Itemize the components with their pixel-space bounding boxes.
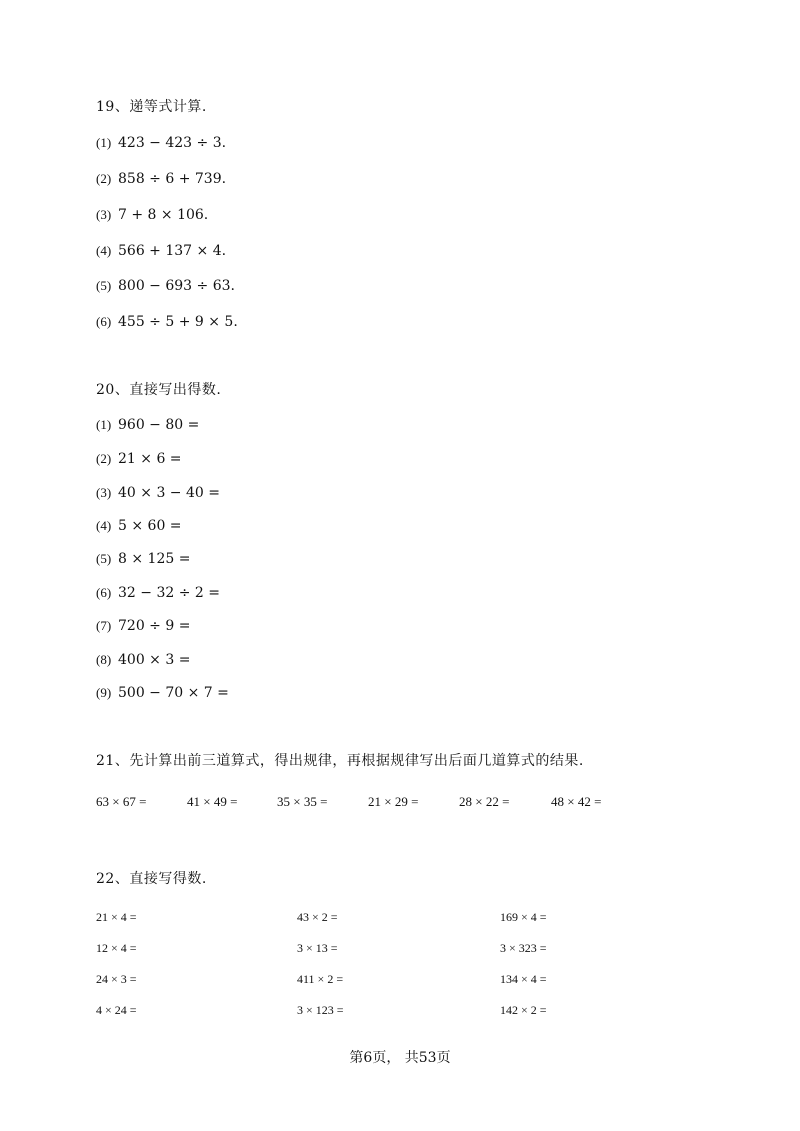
q20-title: 20、直接写出得数. — [96, 382, 222, 398]
item-number: (3) — [96, 207, 112, 222]
q19-item-3 — [96, 206, 208, 224]
item-number: (6) — [96, 585, 112, 600]
expression: 566 + 137 × 4. — [118, 243, 227, 259]
q21-title: 21、先计算出前三道算式，得出规律，再根据规律写出后面几道算式的结果. — [96, 753, 584, 769]
expression: 21 × 6 = — [118, 451, 182, 467]
expression: 423 − 423 ÷ 3. — [118, 135, 227, 151]
q20-item-8 — [96, 651, 190, 669]
q20-item-5 — [96, 550, 190, 568]
expression: 32 − 32 ÷ 2 = — [118, 585, 220, 601]
q22-col3-item-1: 169 × 4 = — [500, 910, 547, 924]
q22-col1-item-1: 21 × 4 = — [96, 910, 137, 924]
q21-eq-2: 41 × 49 = — [187, 794, 238, 809]
q21-eq-5: 28 × 22 = — [459, 794, 510, 809]
q21-eq-4: 21 × 29 = — [368, 794, 419, 809]
item-number: (2) — [96, 171, 112, 186]
item-number: (9) — [96, 685, 112, 700]
q22-col2-item-3: 411 × 2 = — [297, 972, 344, 986]
q21-eq-1: 63 × 67 = — [96, 794, 147, 809]
q22-col1-item-2: 12 × 4 = — [96, 941, 137, 955]
q19-item-5 — [96, 277, 235, 295]
q20-item-4 — [96, 517, 182, 535]
q20-item-9 — [96, 684, 229, 702]
expression: 40 × 3 − 40 = — [118, 485, 220, 501]
q20-item-3 — [96, 484, 220, 502]
q20-item-6 — [96, 584, 220, 602]
q22-col2-item-2: 3 × 13 = — [297, 941, 338, 955]
expression: 500 − 70 × 7 = — [118, 685, 229, 701]
q21-eq-6: 48 × 42 = — [551, 794, 602, 809]
expression: 455 ÷ 5 + 9 × 5. — [118, 314, 238, 330]
expression: 8 × 125 = — [118, 551, 191, 567]
expression: 858 ÷ 6 + 739. — [118, 171, 227, 187]
expression: 960 − 80 = — [118, 417, 200, 433]
page-footer: 第6页， 共53页 — [349, 1050, 451, 1066]
expression: 5 × 60 = — [118, 518, 182, 534]
q19-item-2 — [96, 170, 226, 188]
q20-item-7 — [96, 617, 190, 635]
q22-col3-item-4: 142 × 2 = — [500, 1003, 547, 1017]
item-number: (4) — [96, 518, 112, 533]
expression: 400 × 3 = — [118, 652, 191, 668]
q21-equations — [96, 794, 716, 812]
item-number: (7) — [96, 618, 112, 633]
q22-col3-item-2: 3 × 323 = — [500, 941, 547, 955]
q22-col2-item-1: 43 × 2 = — [297, 910, 338, 924]
item-number: (3) — [96, 485, 112, 500]
item-number: (1) — [96, 135, 112, 150]
item-number: (8) — [96, 652, 112, 667]
q22-col1-item-4: 4 × 24 = — [96, 1003, 137, 1017]
q22-col1-item-3: 24 × 3 = — [96, 972, 137, 986]
item-number: (1) — [96, 417, 112, 432]
q19-item-4 — [96, 242, 226, 260]
expression: 7 + 8 × 106. — [118, 207, 209, 223]
item-number: (4) — [96, 243, 112, 258]
q22-col3-item-3: 134 × 4 = — [500, 972, 547, 986]
q21-eq-3: 35 × 35 = — [277, 794, 328, 809]
q19-item-1 — [96, 134, 226, 152]
q19-item-6 — [96, 313, 238, 331]
q20-item-1 — [96, 416, 199, 434]
expression: 720 ÷ 9 = — [118, 618, 191, 634]
q19-title: 19、递等式计算. — [96, 99, 207, 115]
item-number: (5) — [96, 278, 112, 293]
q22-col2-item-4: 3 × 123 = — [297, 1003, 344, 1017]
item-number: (2) — [96, 451, 112, 466]
q20-item-2 — [96, 450, 182, 468]
item-number: (6) — [96, 314, 112, 329]
q22-title: 22、直接写得数. — [96, 871, 207, 887]
item-number: (5) — [96, 551, 112, 566]
expression: 800 − 693 ÷ 63. — [118, 278, 235, 294]
